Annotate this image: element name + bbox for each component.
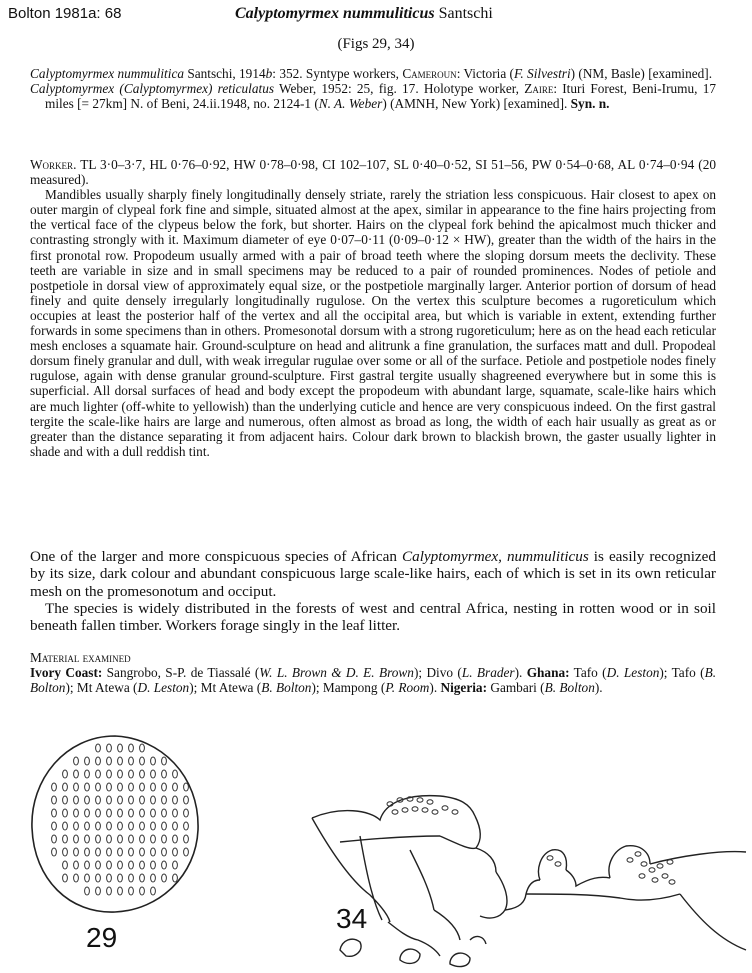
scale-hair xyxy=(140,861,145,869)
scale-hair xyxy=(173,809,178,817)
scale-hair xyxy=(74,848,79,856)
scale-hair xyxy=(140,770,145,778)
scale-hair xyxy=(107,770,112,778)
scale-hair xyxy=(63,848,68,856)
scale-hair xyxy=(74,822,79,830)
scale-hair xyxy=(140,835,145,843)
scale-hair xyxy=(173,783,178,791)
scale-hair xyxy=(85,835,90,843)
scale-hair xyxy=(118,822,123,830)
scale-hair xyxy=(118,861,123,869)
scale-hair xyxy=(652,878,658,882)
scale-hair xyxy=(140,887,145,895)
scale-hair xyxy=(85,848,90,856)
scale-hair xyxy=(74,770,79,778)
scale-hair xyxy=(162,796,167,804)
scale-hair xyxy=(184,809,189,817)
discussion-paragraph-2: The species is widely distributed in the forests of west and central Africa, nesting in rotten wood or in soil beneath fallen timber. Workers forage singly in the leaf litter. xyxy=(30,599,716,635)
scale-hair xyxy=(162,770,167,778)
scale-hair xyxy=(63,874,68,882)
scale-hair xyxy=(151,757,156,765)
scale-hair xyxy=(151,861,156,869)
scale-hair xyxy=(129,822,134,830)
scale-hair xyxy=(140,744,145,752)
scale-hair xyxy=(85,822,90,830)
scale-hair xyxy=(151,887,156,895)
scale-hair xyxy=(162,822,167,830)
scale-hair xyxy=(107,848,112,856)
scale-hair xyxy=(85,861,90,869)
scale-hair xyxy=(107,835,112,843)
scale-hair xyxy=(74,757,79,765)
figure-34-label: 34 xyxy=(336,903,368,934)
worker-measurements: Worker. TL 3·0–3·7, HL 0·76–0·92, HW 0·78–0·98, CI 102–107, SL 0·40–0·52, SI 51–56, PW 0·54–0·68, AL 0·74–0·94 (20 measured). xyxy=(30,157,716,188)
scale-hair xyxy=(669,880,675,884)
scale-hair xyxy=(140,848,145,856)
scale-hair xyxy=(129,861,134,869)
scale-hair xyxy=(118,887,123,895)
scale-hair xyxy=(52,822,57,830)
scale-hair xyxy=(107,861,112,869)
scale-hair xyxy=(85,796,90,804)
scale-hair xyxy=(173,874,178,882)
scale-hair xyxy=(162,874,167,882)
scale-hair xyxy=(63,835,68,843)
scale-hair xyxy=(151,809,156,817)
scale-hair xyxy=(184,848,189,856)
material-list: Ivory Coast: Sangrobo, S-P. de Tiassalé (W. L. Brown & D. E. Brown); Divo (L. Brader). Ghana: Tafo (D. Leston); Tafo (B. Bolton); Mt Atewa (D. Leston); Mt Atewa (B. Bolton); Mampong (P. Room). Nigeria: Gambari (B. Bolton). xyxy=(30,665,717,696)
scale-hair xyxy=(52,783,57,791)
scale-hair xyxy=(74,874,79,882)
scale-hair xyxy=(74,783,79,791)
scale-hair xyxy=(129,809,134,817)
scale-hair xyxy=(140,796,145,804)
scale-hair xyxy=(107,783,112,791)
scale-hair xyxy=(96,783,101,791)
scale-hair xyxy=(627,858,633,862)
synonym-entry-2: Calyptomyrmex (Calyptomyrmex) reticulatus Weber, 1952: 25, fig. 17. Holotype worker, Zaire: Ituri Forest, Beni-Irumu, 17 miles [= 27km] N. of Beni, 24.ii.1948, no. 2124-1 (N. A. Weber) (AMNH, New York) [examined]. Syn. n. xyxy=(30,81,716,112)
scale-hair xyxy=(85,887,90,895)
worker-description-paragraph: Mandibles usually sharply finely longitudinally densely striate, rarely the striation less conspicuous. Hair closest to apex on outer margin of clypeal fork fine and simple, situated almost at the apex, similar in appearance to the fine hairs projecting from the vertical face of the clypeus below the fork, but shorter. Hairs on the clypeal fork behind the apicalmost much thicker and contrasting strongly with it. Maximum diameter of eye 0·07–0·11 (0·09–0·12 × HW), greater than the width of the hairs in the first pronotal row. Propodeum usually armed with a pair of broad teeth where the sloping dorsum meets the declivity. These teeth are variable in size and in small specimens may be reduced to a pair of rounded prominences. Nodes of petiole and postpetiole in dorsal view of approximately equal size, or the postpetiole marginally larger. Anterior portion of dorsum of head finely and quite densely irregularly longitudinally rugulose. On the vertex this sculpture becomes a rugoreticulum which occupies at least the posterior half of the vertex and all the occipital area, but which is variable in extent, extending further forwards in some specimens than in others. Promesonotal dorsum with a strong rugoreticulum; here as on the head each reticular mesh encloses a squamate hair. Ground-sculpture on head and alitrunk a fine granulation, the surfaces matt and dull. Propodeal dorsum finely granular and dull, with weak irregular rugulae over some or all of the surface. Petiole and postpetiole nodes finely rugulose, again with dense granular ground-sculpture. First gastral tergite usually shagreened everywhere but in some this is superficial. All dorsal surfaces of head and body except the propodeum with abundant large, squamate, scale-like hairs which are much lighter (off-white to yellowish) than the underlying cuticle and hence are very conspicuous indeed. On the first gastral tergite the scale-like hairs are large and numerous, often almost as broad as long, the width of each hair usually as great as or greater than the distance separating it from adjacent hairs. Colour dark brown to blackish brown, the gaster usually lighter in shade and with a dull reddish tint. xyxy=(30,187,716,459)
figure-29-gastral-tergite xyxy=(20,730,210,920)
scale-hair xyxy=(129,835,134,843)
scale-hair xyxy=(184,822,189,830)
scale-hair xyxy=(96,770,101,778)
scale-hair xyxy=(412,807,418,811)
scale-hair xyxy=(118,744,123,752)
scale-hair xyxy=(173,835,178,843)
scale-hair xyxy=(74,796,79,804)
scale-hair xyxy=(129,887,134,895)
scale-hair xyxy=(52,848,57,856)
scale-hair xyxy=(173,848,178,856)
scale-hair xyxy=(151,783,156,791)
scale-hair xyxy=(639,874,645,878)
scale-hair xyxy=(107,822,112,830)
scale-hair xyxy=(107,809,112,817)
scale-hair xyxy=(140,874,145,882)
scale-hair xyxy=(96,822,101,830)
scale-hair xyxy=(657,864,663,868)
scale-hair xyxy=(140,783,145,791)
scale-hair xyxy=(52,809,57,817)
scale-hair xyxy=(641,862,647,866)
scale-hair xyxy=(662,874,668,878)
scale-hair xyxy=(63,796,68,804)
scale-hair xyxy=(184,783,189,791)
scale-hair xyxy=(427,800,433,804)
scale-hair xyxy=(162,809,167,817)
scale-hair xyxy=(74,809,79,817)
material-examined xyxy=(30,650,716,695)
scale-hair xyxy=(85,809,90,817)
scale-hair xyxy=(63,783,68,791)
scale-hair xyxy=(85,757,90,765)
scale-hair xyxy=(151,848,156,856)
scale-hair xyxy=(107,796,112,804)
scale-hair xyxy=(129,796,134,804)
scale-hair xyxy=(52,835,57,843)
scale-hair xyxy=(151,835,156,843)
scale-hair xyxy=(96,757,101,765)
scale-hair xyxy=(96,796,101,804)
scale-hair xyxy=(118,848,123,856)
scale-hair xyxy=(173,822,178,830)
scale-hair xyxy=(392,810,398,814)
scale-hair xyxy=(649,868,655,872)
scale-hair xyxy=(107,887,112,895)
scale-hair xyxy=(96,809,101,817)
scale-hair xyxy=(118,783,123,791)
scale-hair xyxy=(129,848,134,856)
scale-hair xyxy=(118,874,123,882)
synonymy-block xyxy=(30,66,716,111)
figure-34-alitrunk-profile xyxy=(300,790,750,970)
scale-hair xyxy=(173,770,178,778)
scale-hair xyxy=(85,783,90,791)
worker-description xyxy=(30,157,716,459)
scale-hair xyxy=(118,757,123,765)
scale-hair xyxy=(162,757,167,765)
page-citation: Bolton 1981a: 68 xyxy=(8,5,122,22)
scale-hair xyxy=(129,770,134,778)
scale-hair xyxy=(52,796,57,804)
scale-hair xyxy=(151,770,156,778)
scale-hair xyxy=(184,796,189,804)
scale-hair xyxy=(452,810,458,814)
scale-hair xyxy=(173,796,178,804)
scale-hair xyxy=(547,856,553,860)
scale-hair xyxy=(140,822,145,830)
scale-hair xyxy=(555,862,561,866)
figure-reference: (Figs 29, 34) xyxy=(337,36,415,52)
scale-hair xyxy=(422,808,428,812)
synonym-entry-1: Calyptomyrmex nummulitica Santschi, 1914b: 352. Syntype workers, Cameroun: Victoria (F. Silvestri) (NM, Basle) [examined]. xyxy=(30,66,713,81)
scale-hair xyxy=(162,835,167,843)
scale-hair xyxy=(96,835,101,843)
scale-hair xyxy=(635,852,641,856)
scale-hair xyxy=(442,806,448,810)
scale-hair xyxy=(96,744,101,752)
scale-hair xyxy=(173,861,178,869)
scale-hair xyxy=(118,770,123,778)
scale-hair xyxy=(129,744,134,752)
scale-hair xyxy=(151,874,156,882)
scale-hair xyxy=(107,757,112,765)
scale-hair xyxy=(162,861,167,869)
scale-hair xyxy=(118,809,123,817)
scale-hair xyxy=(96,887,101,895)
scale-hair xyxy=(74,861,79,869)
scale-hair xyxy=(118,835,123,843)
scale-hair xyxy=(417,798,423,802)
discussion xyxy=(30,548,716,634)
scale-hair xyxy=(129,874,134,882)
scale-hair xyxy=(129,783,134,791)
scale-hair xyxy=(667,860,673,864)
scale-hair xyxy=(96,874,101,882)
scale-hair xyxy=(96,848,101,856)
scale-hair xyxy=(85,874,90,882)
scale-hair xyxy=(129,757,134,765)
scale-hair xyxy=(151,796,156,804)
scale-hair xyxy=(63,861,68,869)
scale-hair xyxy=(85,770,90,778)
scale-hair xyxy=(151,822,156,830)
scale-hair xyxy=(63,809,68,817)
scale-hair xyxy=(184,835,189,843)
scale-hair xyxy=(96,861,101,869)
scale-hair xyxy=(140,757,145,765)
discussion-paragraph-1: One of the larger and more conspicuous species of African Calyptomyrmex, nummuliticus is easily recognized by its size, dark colour and abundant conspicuous large scale-like hairs, each of which is set in its own reticular mesh on the promesonotum and occiput. xyxy=(30,548,716,600)
scale-hair xyxy=(140,809,145,817)
scale-hair xyxy=(118,796,123,804)
scale-hair xyxy=(162,848,167,856)
scale-hair xyxy=(432,810,438,814)
scale-hair xyxy=(74,835,79,843)
scale-hair xyxy=(162,783,167,791)
scale-hair xyxy=(63,770,68,778)
material-heading: Material examined xyxy=(30,650,131,665)
species-title: Calyptomyrmex nummuliticus Santschi xyxy=(235,5,493,22)
figure-29-label: 29 xyxy=(86,922,118,953)
scale-hair xyxy=(63,822,68,830)
scale-hair xyxy=(107,744,112,752)
scale-hair xyxy=(107,874,112,882)
scale-hair xyxy=(402,808,408,812)
